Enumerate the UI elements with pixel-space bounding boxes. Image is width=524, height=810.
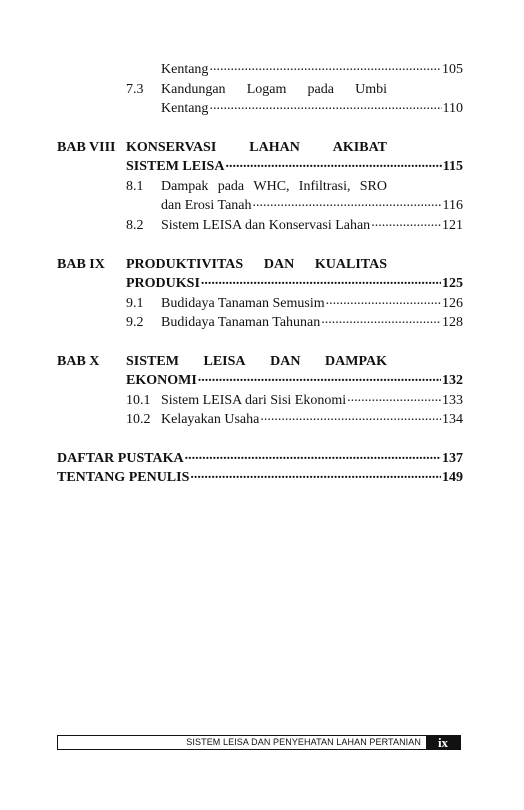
toc-entry-title: dan Erosi Tanah (161, 198, 252, 213)
toc-entry-page: 116 (442, 198, 463, 213)
title-word: KONSERVASI (126, 140, 217, 155)
title-word: pada (217, 179, 245, 194)
toc-entry-page: 110 (442, 101, 463, 116)
chapter-label: BAB VIII (57, 140, 116, 155)
title-word: PRODUKTIVITAS (126, 257, 244, 272)
dot-leader (260, 407, 441, 426)
toc-section-number: 9.1 (126, 296, 144, 311)
toc-entry-page: 128 (442, 315, 463, 330)
dot-leader (321, 310, 441, 329)
toc-entry-7-3-line2 (161, 99, 463, 118)
dot-leader (326, 291, 441, 310)
title-word: Infiltrasi, (298, 179, 351, 194)
toc-entry-page: 125 (442, 276, 463, 291)
dot-leader (185, 446, 441, 465)
toc-entry-title: SISTEM LEISA (126, 159, 225, 174)
toc-entry-title: Budidaya Tanaman Semusim (161, 296, 325, 311)
dot-leader (225, 154, 441, 173)
title-word: pada (307, 82, 334, 97)
toc-entry-title: Kentang (161, 62, 209, 77)
title-word: Dampak (161, 179, 209, 194)
toc-entry-page: 105 (442, 62, 463, 77)
running-title: SISTEM LEISA DAN PENYEHATAN LAHAN PERTANIAN (186, 737, 421, 747)
title-word: Kandungan (161, 82, 226, 97)
toc-about-author (57, 468, 463, 487)
toc-entry-page: 137 (442, 451, 463, 466)
title-word: AKIBAT (332, 140, 387, 155)
toc-entry-title: PRODUKSI (126, 276, 200, 291)
toc-entry-page: 126 (442, 296, 463, 311)
dot-leader (253, 193, 442, 212)
toc-entry-8-2 (161, 216, 463, 235)
toc-entry-title: TENTANG PENULIS (57, 470, 190, 485)
toc-section-number: 7.3 (126, 82, 144, 97)
toc-entry-title: Budidaya Tanaman Tahunan (161, 315, 321, 330)
toc-entry-7-2-continued (161, 60, 463, 79)
title-word: LAHAN (249, 140, 300, 155)
dot-leader (347, 388, 441, 407)
dot-leader (190, 465, 441, 484)
toc-section-number: 8.1 (126, 179, 144, 194)
page-footer (57, 735, 461, 750)
title-word: SRO (359, 179, 387, 194)
toc-entry-title: Kentang (161, 101, 209, 116)
toc-entry-title: Sistem LEISA dan Konservasi Lahan (161, 218, 371, 233)
toc-entry-title: Kelayakan Usaha (161, 412, 260, 427)
dot-leader (209, 57, 441, 76)
toc-entry-page: 134 (442, 412, 463, 427)
toc-entry-10-2 (161, 410, 463, 429)
toc-entry-9-2 (161, 313, 463, 332)
toc-entry-title: DAFTAR PUSTAKA (57, 451, 184, 466)
toc-entry-title: Sistem LEISA dari Sisi Ekonomi (161, 393, 347, 408)
toc-entry-page: 132 (442, 373, 463, 388)
title-word: KUALITAS (314, 257, 387, 272)
toc-chapter-8-line2 (126, 157, 463, 176)
title-word: DAN (263, 257, 295, 272)
dot-leader (371, 213, 441, 232)
dot-leader (209, 96, 441, 115)
toc-entry-page: 115 (442, 159, 463, 174)
toc-entry-title: EKONOMI (126, 373, 197, 388)
title-word: WHC, (253, 179, 290, 194)
toc-section-number: 9.2 (126, 315, 144, 330)
toc-entry-page: 149 (442, 470, 463, 485)
title-word: DAMPAK (325, 354, 387, 369)
title-word: Logam (246, 82, 287, 97)
dot-leader (201, 271, 441, 290)
toc-section-number: 10.1 (126, 393, 151, 408)
toc-section-number: 8.2 (126, 218, 144, 233)
chapter-label: BAB IX (57, 257, 105, 272)
chapter-label: BAB X (57, 354, 100, 369)
title-word: LEISA (203, 354, 246, 369)
title-word: DAN (270, 354, 301, 369)
page-numeral: ix (426, 736, 460, 749)
title-word: Umbi (355, 82, 387, 97)
dot-leader (198, 368, 441, 387)
title-word: SISTEM (126, 354, 179, 369)
toc-section-number: 10.2 (126, 412, 151, 427)
toc-entry-page: 133 (442, 393, 463, 408)
toc-entry-page: 121 (442, 218, 463, 233)
